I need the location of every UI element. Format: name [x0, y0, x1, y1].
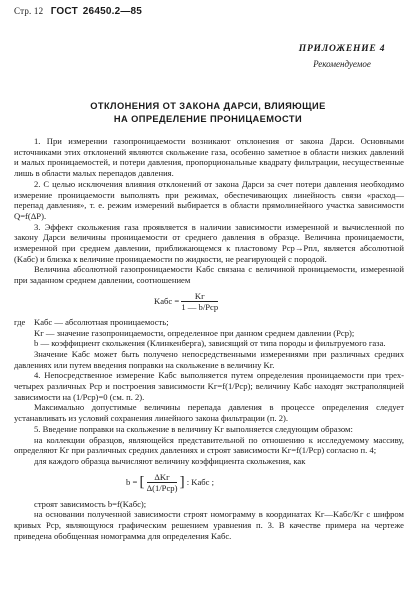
paragraph-3c: Значение Kабс может быть получено непосредственными измерениями при различных средних давлениях или путем введения поправки на скольжение в величину Kг. [14, 348, 404, 370]
paragraph-3: 3. Эффект скольжения газа проявляется в наличии зависимости измеренной и вычисленной по закону Дарси величины проницаемости от среднего давления в образце. Величина проницаемости, измеренной при среднем давлении, приближающемся к пластовому Pср→Pпл, является абсолютной (Kабс) и близка к величине проницаемости по жидкости, не реагирующей с породой. [14, 221, 404, 264]
formula-1-left: Kабс = [154, 295, 180, 306]
paragraph-1: 1. При измерении газопроницаемости возникают отклонения от закона Дарси. Основными источниками этих отклонений являются скольжение газа, особенно заметное в области низких давлений и малых проницаемостей, и потери давления, пропорциональные квадрату фильтрации, несущественные лишь в области малых перепадов давления. [14, 136, 404, 179]
formula-2-numerator: ΔKг [147, 472, 178, 483]
where-label: где [14, 316, 26, 327]
paragraph-5b: для каждого образца вычисляют величину коэффициента скольжения, как [34, 455, 306, 466]
formula-1-fraction [181, 291, 218, 312]
page-number: Стр. 12 [14, 6, 44, 16]
paragraph-4: 4. Непосредственное измерение Kабс выполняется путем определения проницаемости при трех-четырех различных Pср и построения зависимости Kг=f(1/Pср); величину Kабс находят экстраполяцией зависимости на (1/Pср)=0 (см. п. 2). [14, 370, 404, 402]
appendix-title: ПРИЛОЖЕНИЕ 4 [298, 44, 386, 54]
formula-2-left: b = [126, 476, 138, 487]
document-body [14, 136, 404, 542]
definition-kg: Kг — значение газопроницаемости, определенное при данном среднем давлении (Pср); [34, 327, 355, 338]
formula-kabs [14, 290, 404, 314]
paragraph-5a: на коллекции образцов, являющейся представительной по отношению к исследуемому массиву, определяют Kг при различных средних давлениях и строят зависимости Kг=f(1/Pср) согласно п. 4; [14, 434, 404, 456]
definitions-list [14, 317, 404, 349]
formula-1-denominator: 1 — b/Pср [181, 301, 219, 312]
paragraph-3b: Величина абсолютной газопроницаемости Kабс связана с величиной проницаемости, измеренной при заданном среднем давлении, соотношением [14, 264, 404, 286]
page-header [14, 6, 142, 17]
formula-b: b = [ ΔKг Δ(1/Pср) ] : Kабс ; [126, 471, 215, 493]
section-title [0, 100, 416, 126]
formula-2-fraction [147, 472, 178, 493]
standard-number: 26450.2—85 [82, 6, 143, 17]
paragraph-5: 5. Введение поправки на скольжение в величину Kг выполняется следующим образом: [34, 423, 353, 434]
appendix-block [282, 44, 402, 69]
standard-label: ГОСТ [50, 6, 78, 17]
section-title-line-1: ОТКЛОНЕНИЯ ОТ ЗАКОНА ДАРСИ, ВЛИЯЮЩИЕ [90, 101, 326, 111]
definition-b: b — коэффициент скольжения (Клинкенберга), зависящий от типа породы и фильтруемого газа. [34, 338, 386, 349]
paragraph-5c: строят зависимость b=f(Kабс); [34, 498, 147, 509]
formula-1-numerator: Kг [181, 291, 218, 302]
paragraph-4b: Максимально допустимые величины перепада давления в процессе определения следует устанавливать из условий сохранения линейного закона фильтрации (п. 2). [14, 402, 404, 424]
formula-2-denominator: Δ(1/Pср) [146, 482, 178, 493]
appendix-subtitle: Рекомендуемое [313, 59, 371, 69]
paragraph-2: 2. С целью исключения влияния отклонений от закона Дарси за счет потери давления необходимо измерение проницаемости выполнять при режимах, обеспечивающих линейность связи «расход—перепад давления», т. е. режим измерений выбирается в области прямолинейного участка зависимости Q=f(ΔP). [14, 178, 404, 221]
section-title-line-2: НА ОПРЕДЕЛЕНИЕ ПРОНИЦАЕМОСТИ [113, 114, 303, 124]
definition-kabs: Kабс — абсолютная проницаемость; [34, 316, 169, 327]
paragraph-5d: на основании полученной зависимости строят номограмму в координатах Kг—Kабс/Kг с шифром кривых Pср, являющуюся графическим решением уравнения п. 3. В качестве примера на чертеже приведена обобщенная номограмма для определения Kабс. [14, 509, 404, 541]
formula-2-right: : Kабс ; [186, 476, 215, 487]
